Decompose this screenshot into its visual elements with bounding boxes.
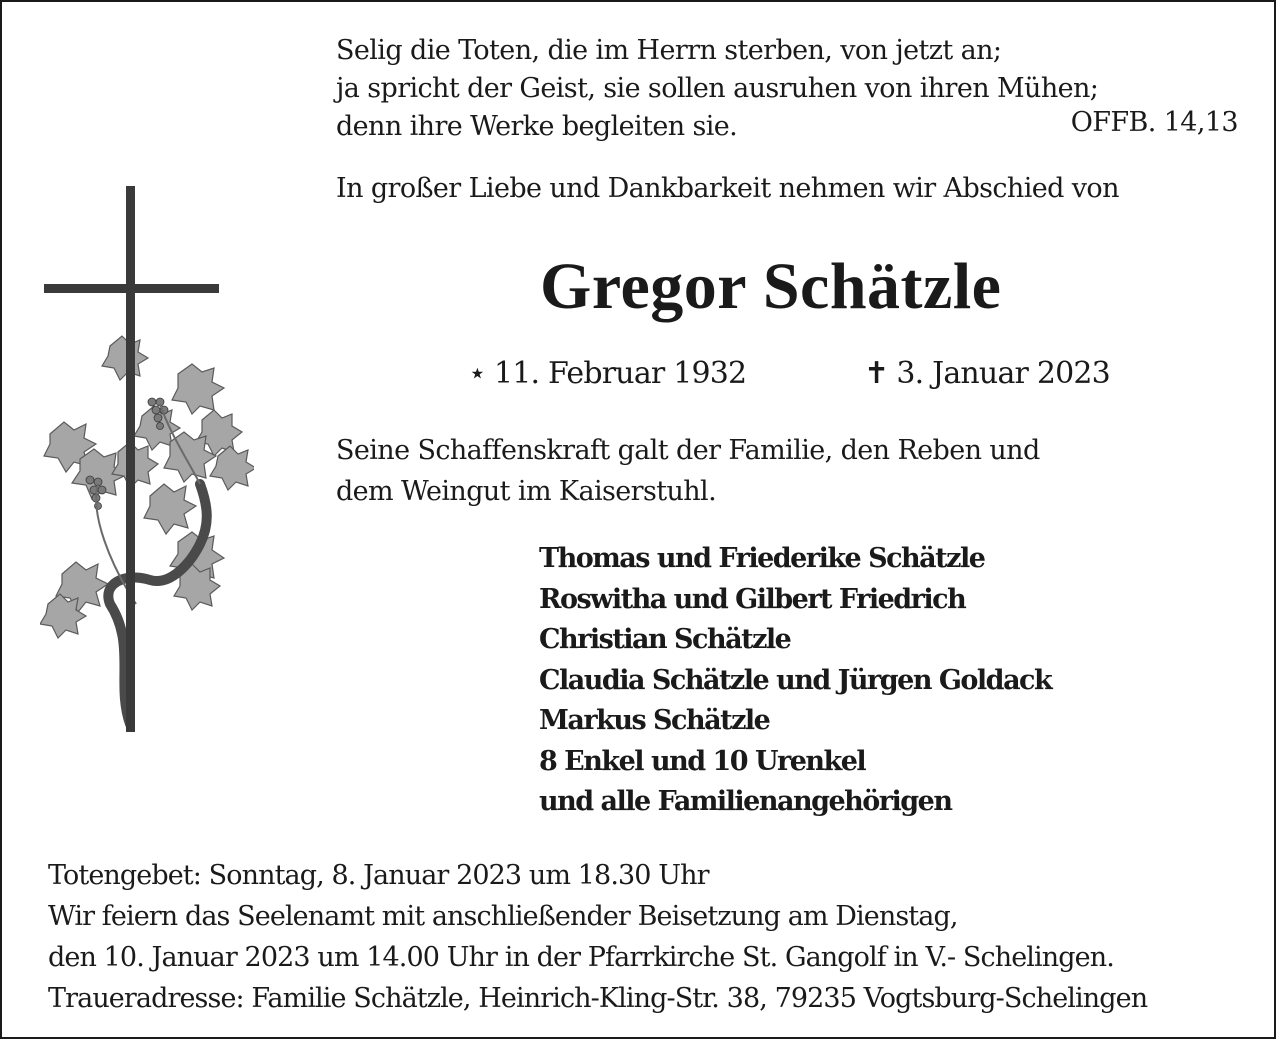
service-line: Traueradresse: Familie Schätzle, Heinrich-Kling-Str. 38, 79235 Vogtsburg-Schelingen: [48, 983, 1148, 1014]
cross-beam: [44, 284, 219, 293]
mourner-entry: Thomas und Friederike Schätzle: [539, 543, 985, 574]
verse-line: denn ihre Werke begleiten sie.: [336, 111, 738, 142]
farewell-intro: In großer Liebe und Dankbarkeit nehmen wir Abschied von: [336, 173, 1119, 204]
star-icon: ⋆: [468, 356, 486, 391]
cross-with-grapevine-icon: [40, 184, 254, 736]
mourners-list: [539, 539, 1051, 823]
service-line: Wir feiern das Seelenamt mit anschließender Beisetzung am Dienstag,: [48, 901, 958, 932]
mourner-entry: Roswitha und Gilbert Friedrich: [539, 583, 966, 615]
verse-line: ja spricht der Geist, sie sollen ausruhen von ihren Mühen;: [336, 73, 1099, 104]
mourner-entry: und alle Familienangehörigen: [539, 786, 952, 817]
verse-reference: OFFB. 14,13: [1070, 107, 1238, 138]
mourner-entry: 8 Enkel und 10 Urenkel: [539, 745, 866, 777]
death-date: [864, 356, 1110, 391]
cross-icon: ✝: [864, 356, 889, 391]
service-details: [48, 855, 1147, 1019]
mourner-entry: Christian Schätzle: [539, 624, 791, 655]
death-date-text: 3. Januar 2023: [896, 356, 1110, 391]
bible-verse: [336, 32, 1098, 146]
deceased-name: Gregor Schätzle: [540, 250, 1002, 323]
tribute-line: Seine Schaffenskraft galt der Familie, den Reben und: [336, 435, 1040, 466]
mourner-entry: Claudia Schätzle und Jürgen Goldack: [539, 664, 1052, 696]
mourner-entry: Markus Schätzle: [539, 705, 770, 736]
service-line: Totengebet: Sonntag, 8. Januar 2023 um 18.30 Uhr: [48, 860, 709, 891]
service-line: den 10. Januar 2023 um 14.00 Uhr in der Pfarrkirche St. Gangolf in V.- Schelingen.: [48, 942, 1114, 973]
tribute-line: dem Weingut im Kaiserstuhl.: [336, 476, 717, 507]
cross-upright: [126, 186, 135, 732]
grape-leaves: [40, 336, 254, 638]
verse-line: Selig die Toten, die im Herrn sterben, von jetzt an;: [336, 35, 1002, 66]
life-dates: [468, 356, 1110, 391]
tribute-text: [336, 430, 1040, 512]
birth-date-text: 11. Februar 1932: [493, 356, 747, 391]
birth-date: [468, 356, 746, 391]
